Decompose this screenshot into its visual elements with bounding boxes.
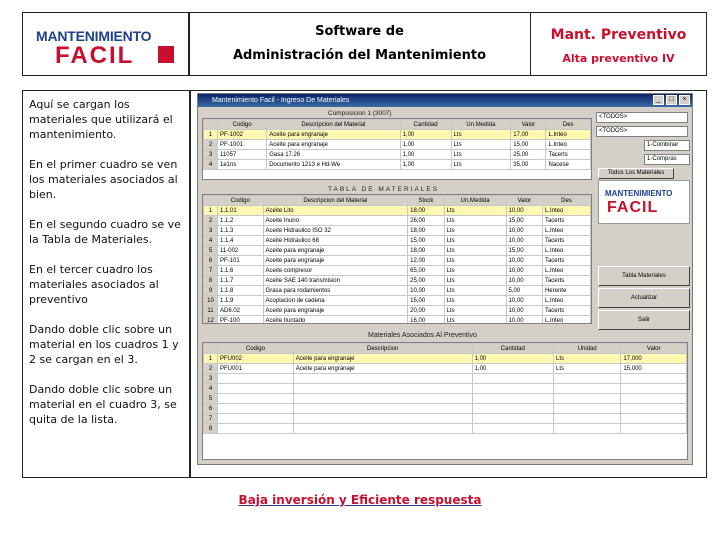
minimize-button[interactable]: _ (653, 95, 664, 105)
app-window (197, 93, 693, 465)
table-cell[interactable]: 10,00 (506, 226, 542, 236)
row-number: 4 (204, 160, 218, 170)
column-header[interactable]: Cantidad (400, 120, 451, 130)
todos-materiales-button[interactable]: Todos Los Materiales (598, 168, 674, 179)
table-cell[interactable] (218, 374, 294, 384)
table-cell[interactable]: 15,000 (621, 364, 687, 374)
table-cell[interactable]: Aceite Hidraulico ISO 32 (263, 226, 408, 236)
grid-corner (204, 196, 218, 206)
row-number: 7 (204, 266, 218, 276)
table-cell[interactable]: 18,00 (408, 206, 444, 216)
table-cell[interactable]: 15,00 (506, 216, 542, 226)
table-cell[interactable]: L.Inteo (546, 140, 591, 150)
window-titlebar (198, 94, 692, 107)
grid-tabla-materiales[interactable] (202, 194, 592, 324)
table-row[interactable] (204, 306, 591, 316)
table-cell[interactable]: 1,00 (472, 364, 553, 374)
table-row[interactable] (204, 246, 591, 256)
table-cell[interactable] (472, 394, 553, 404)
table-row[interactable] (204, 150, 591, 160)
table-cell[interactable] (621, 374, 687, 384)
table-cell[interactable]: 11057 (218, 150, 267, 160)
table-cell[interactable]: Lts (554, 354, 621, 364)
table-row[interactable] (204, 296, 591, 306)
table-cell[interactable]: Nacese (546, 160, 591, 170)
table-cell[interactable] (218, 394, 294, 404)
table-cell[interactable]: AD6.02 (218, 306, 264, 316)
table-cell[interactable]: Documento 1213 e Hd-We (267, 160, 400, 170)
table-cell[interactable] (621, 424, 687, 434)
table-row[interactable] (204, 130, 591, 140)
row-number: 1 (204, 130, 218, 140)
table-row[interactable] (204, 316, 591, 325)
row-number: 11 (204, 306, 218, 316)
table-row[interactable] (204, 236, 591, 246)
section-subtitle: Alta preventivo IV (562, 52, 675, 65)
table-cell[interactable]: Tacerts (542, 276, 590, 286)
table-cell[interactable]: L.Inteo (542, 266, 590, 276)
table-cell[interactable]: 1.1.6 (218, 266, 264, 276)
column-header[interactable]: Descripcion del Material (267, 120, 400, 130)
table-cell[interactable]: 25,00 (511, 150, 546, 160)
table-cell[interactable]: Lts (451, 150, 511, 160)
table-cell[interactable] (293, 404, 472, 414)
note-1: Aquí se cargan los materiales que utilizará el mantenimiento. (29, 98, 173, 141)
table-cell[interactable]: 1,00 (400, 160, 451, 170)
table-cell[interactable]: 1,00 (400, 130, 451, 140)
table-cell[interactable]: Aceite Lito (263, 206, 408, 216)
table-cell[interactable]: 18,00 (408, 226, 444, 236)
table-row[interactable] (204, 160, 591, 170)
app-logo-bottom: FACIL (607, 199, 659, 216)
row-number: 2 (204, 140, 218, 150)
table-cell[interactable]: L.Inteo (542, 316, 590, 325)
table-row[interactable] (204, 206, 591, 216)
table-cell[interactable]: Aceite compresor (263, 266, 408, 276)
close-button[interactable]: × (679, 95, 690, 105)
table-cell[interactable]: L.Inteo (542, 246, 590, 256)
table-cell[interactable]: Aceite para engranaje (267, 140, 400, 150)
table-cell[interactable]: 1.1.4 (218, 236, 264, 246)
table-cell[interactable]: 16,00 (408, 316, 444, 325)
column-header[interactable]: Des (542, 196, 590, 206)
table-cell[interactable]: Aceite Inuno (263, 216, 408, 226)
table-cell[interactable]: Herente (542, 286, 590, 296)
table-cell[interactable]: 1.1.9 (218, 296, 264, 306)
table-row[interactable] (204, 140, 591, 150)
column-header[interactable]: Valor (621, 344, 687, 354)
table-cell[interactable]: 65,00 (408, 266, 444, 276)
table-cell[interactable] (218, 404, 294, 414)
table-cell[interactable]: 10,00 (506, 236, 542, 246)
note-5: Dando doble clic sobre un material en los cuadros 1 y 2 se cargan en el 3. (29, 323, 179, 366)
table-cell[interactable]: Tacerts (542, 256, 590, 266)
grid-corner (204, 344, 218, 354)
table-cell[interactable]: 15,00 (506, 246, 542, 256)
table-cell[interactable]: 15,00 (511, 140, 546, 150)
table-cell[interactable]: Lts (444, 266, 506, 276)
table-row[interactable] (204, 216, 591, 226)
app-logo (598, 180, 690, 224)
section-panel (530, 12, 707, 76)
table-cell[interactable] (554, 394, 621, 404)
row-number: 6 (204, 404, 218, 414)
actualizar-button[interactable]: Actualizar (598, 288, 690, 308)
table-cell[interactable]: L.Inteo (542, 206, 590, 216)
table-cell[interactable]: Tacerts (546, 150, 591, 160)
table-cell[interactable]: Lts (444, 246, 506, 256)
table-cell[interactable]: PF-1001 (218, 140, 267, 150)
column-header[interactable]: Cantidad (472, 344, 553, 354)
table-cell[interactable]: Aceite para engranaje (263, 246, 408, 256)
table-cell[interactable]: PFU001 (218, 364, 294, 374)
filter-1-select[interactable]: <TODOS> (596, 112, 688, 123)
row-number: 6 (204, 256, 218, 266)
column-header[interactable]: Codigo (218, 120, 267, 130)
table-cell[interactable]: Aceite para engranaje (263, 306, 408, 316)
table-cell[interactable]: PF-100 (218, 316, 264, 325)
table-cell[interactable]: 35,00 (511, 160, 546, 170)
table-cell[interactable]: Lts (444, 296, 506, 306)
row-number: 3 (204, 374, 218, 384)
table-row[interactable] (204, 226, 591, 236)
filter-4-select[interactable]: 1-Compras (644, 154, 690, 165)
row-number: 5 (204, 394, 218, 404)
table-cell[interactable] (218, 384, 294, 394)
table-cell[interactable]: Lts (444, 206, 506, 216)
table-cell[interactable]: 1,00 (472, 354, 553, 364)
table-cell[interactable]: Lts (444, 316, 506, 325)
table-row[interactable] (204, 384, 687, 394)
column-header[interactable]: Valor (511, 120, 546, 130)
table-cell[interactable]: 1,00 (400, 140, 451, 150)
notes-panel (22, 90, 190, 478)
table-cell[interactable]: 18,00 (408, 246, 444, 256)
table-cell[interactable]: Aceite para engranaje (293, 364, 472, 374)
note-3: En el segundo cuadro se ve la Tabla de Materiales. (29, 218, 181, 246)
section-title: Mant. Preventivo (550, 27, 687, 43)
table-cell[interactable] (218, 414, 294, 424)
table-cell[interactable] (554, 414, 621, 424)
table-cell[interactable]: Lts (444, 276, 506, 286)
logo-text-top: MANTENIMIENTO (36, 28, 152, 44)
table-cell[interactable]: Aceite para engranaje (263, 256, 408, 266)
filter-3-select[interactable]: 1-Combinar (644, 140, 690, 151)
table-cell[interactable]: 15,00 (408, 236, 444, 246)
app-logo-top: MANTENIMIENTO (605, 189, 673, 198)
row-number: 2 (204, 216, 218, 226)
table-cell[interactable] (472, 414, 553, 424)
row-number: 2 (204, 364, 218, 374)
table-cell[interactable]: 10,00 (506, 306, 542, 316)
note-4: En el tercer cuadro los materiales asociados al preventivo (29, 263, 159, 306)
table-row[interactable] (204, 394, 687, 404)
table-cell[interactable] (554, 404, 621, 414)
column-header[interactable]: Un.Medida (444, 196, 506, 206)
table-cell[interactable] (554, 384, 621, 394)
grid2-caption: TABLA DE MATERIALES (328, 186, 440, 193)
table-cell[interactable]: 1.1.3 (218, 226, 264, 236)
table-cell[interactable]: Lts (444, 226, 506, 236)
table-cell[interactable] (293, 414, 472, 424)
table-cell[interactable]: PF-1002 (218, 130, 267, 140)
table-cell[interactable]: Aceite Hidraulico 68 (263, 236, 408, 246)
column-header[interactable]: Unidad (554, 344, 621, 354)
column-header[interactable]: Codigo (218, 344, 294, 354)
table-cell[interactable]: Lts (451, 160, 511, 170)
table-cell[interactable]: 20,00 (408, 306, 444, 316)
table-cell[interactable]: 26,00 (408, 216, 444, 226)
table-row[interactable] (204, 266, 591, 276)
table-cell[interactable]: 1.1.01 (218, 206, 264, 216)
table-cell[interactable] (621, 384, 687, 394)
table-cell[interactable]: 5,00 (506, 286, 542, 296)
note-2: En el primer cuadro se ven los materiales asociados al bien. (29, 158, 178, 201)
app-screenshot-panel (190, 90, 707, 478)
table-cell[interactable]: 1.1.2 (218, 216, 264, 226)
table-row[interactable] (204, 414, 687, 424)
row-number: 12 (204, 316, 218, 325)
row-number: 7 (204, 414, 218, 424)
column-header[interactable]: Valor (506, 196, 542, 206)
note-6: Dando doble clic sobre un material en el cuadro 3, se quita de la lista. (29, 383, 177, 426)
table-cell[interactable]: 1.1.7 (218, 276, 264, 286)
table-cell[interactable]: Lts (554, 364, 621, 374)
table-cell[interactable]: 10,00 (506, 206, 542, 216)
table-row[interactable] (204, 276, 591, 286)
table-row[interactable] (204, 354, 687, 364)
table-cell[interactable]: Gasa 17.26 (267, 150, 400, 160)
table-cell[interactable]: 17,00 (511, 130, 546, 140)
grid3-caption: Materiales Asociados Al Preventivo (368, 332, 477, 339)
window-title: Mantenimiento Facil - Ingreso De Materiales (212, 97, 350, 104)
table-cell[interactable]: 1,00 (400, 150, 451, 160)
table-cell[interactable]: Aceite Iluntado (263, 316, 408, 325)
column-header[interactable]: Descripcion (293, 344, 472, 354)
table-cell[interactable] (218, 424, 294, 434)
table-cell[interactable] (293, 384, 472, 394)
table-cell[interactable]: Acoplacion de cadena (263, 296, 408, 306)
table-cell[interactable]: Lts (451, 140, 511, 150)
table-cell[interactable]: Lts (444, 256, 506, 266)
table-cell[interactable]: 1e1ns (218, 160, 267, 170)
logo-mark-icon (158, 46, 174, 63)
table-cell[interactable]: 25,00 (408, 276, 444, 286)
table-cell[interactable] (472, 374, 553, 384)
column-header[interactable]: Un.Medida (451, 120, 511, 130)
grid1-caption: Composicion 1 (3007) (328, 110, 392, 117)
title-line-2: Administración del Mantenimiento (232, 48, 487, 63)
filter-2-select[interactable]: <TODOS> (596, 126, 688, 137)
row-number: 1 (204, 354, 218, 364)
table-cell[interactable]: Tacerts (542, 236, 590, 246)
footer-slogan: Baja inversión y Eficiente respuesta (238, 493, 482, 507)
logo-text-bottom: FACIL (55, 42, 135, 69)
grid-composicion[interactable] (202, 118, 592, 180)
row-number: 8 (204, 276, 218, 286)
table-cell[interactable]: Tacerts (542, 216, 590, 226)
table-cell[interactable]: 17,000 (621, 354, 687, 364)
salir-button[interactable]: Salir (598, 310, 690, 330)
table-cell[interactable] (293, 374, 472, 384)
table-cell[interactable] (554, 374, 621, 384)
table-cell[interactable] (293, 394, 472, 404)
table-cell[interactable] (293, 424, 472, 434)
tabla-materiales-button[interactable]: Tabla Materiales (598, 266, 690, 286)
table-cell[interactable]: PF-101 (218, 256, 264, 266)
table-cell[interactable] (472, 404, 553, 414)
table-cell[interactable]: Lts (444, 236, 506, 246)
row-number: 3 (204, 226, 218, 236)
table-cell[interactable] (621, 404, 687, 414)
table-cell[interactable]: 11-002 (218, 246, 264, 256)
grid-materiales-preventivo[interactable] (202, 342, 688, 460)
column-header[interactable]: Stock (408, 196, 444, 206)
column-header[interactable]: Codigo (218, 196, 264, 206)
row-number: 8 (204, 424, 218, 434)
grid-corner (204, 120, 218, 130)
table-row[interactable] (204, 364, 687, 374)
row-number: 1 (204, 206, 218, 216)
row-number: 4 (204, 236, 218, 246)
table-cell[interactable] (472, 384, 553, 394)
table-cell[interactable]: Lts (444, 306, 506, 316)
row-number: 4 (204, 384, 218, 394)
column-header[interactable]: Descripcion del Material (263, 196, 408, 206)
table-cell[interactable]: Grasa para rodamientos (263, 286, 408, 296)
table-cell[interactable]: L.Inteo (546, 130, 591, 140)
table-row[interactable] (204, 286, 591, 296)
table-cell[interactable]: Aceite para engranaje (267, 130, 400, 140)
table-cell[interactable]: 12,00 (408, 256, 444, 266)
row-number: 10 (204, 296, 218, 306)
table-cell[interactable]: PFU002 (218, 354, 294, 364)
table-cell[interactable]: 10,00 (506, 256, 542, 266)
table-cell[interactable] (554, 424, 621, 434)
table-cell[interactable]: 10,00 (408, 286, 444, 296)
row-number: 9 (204, 286, 218, 296)
table-cell[interactable]: Aceite para engranaje (293, 354, 472, 364)
table-cell[interactable]: Aceite SAE 140 transmision (263, 276, 408, 286)
table-row[interactable] (204, 374, 687, 384)
table-row[interactable] (204, 256, 591, 266)
table-cell[interactable]: L.Inteo (542, 296, 590, 306)
column-header[interactable]: Des (546, 120, 591, 130)
table-cell[interactable] (621, 414, 687, 424)
table-cell[interactable]: Lts (444, 286, 506, 296)
table-cell[interactable] (472, 424, 553, 434)
table-cell[interactable] (621, 394, 687, 404)
table-cell[interactable]: 10,00 (506, 276, 542, 286)
table-cell[interactable]: 10,00 (506, 266, 542, 276)
table-row[interactable] (204, 424, 687, 434)
table-cell[interactable]: 10,00 (506, 296, 542, 306)
maximize-button[interactable]: □ (666, 95, 677, 105)
title-line-1: Software de (315, 24, 404, 39)
table-cell[interactable]: Lts (451, 130, 511, 140)
table-cell[interactable]: 15,00 (408, 296, 444, 306)
row-number: 3 (204, 150, 218, 160)
table-row[interactable] (204, 404, 687, 414)
table-cell[interactable]: Lts (444, 216, 506, 226)
table-cell[interactable]: 10,00 (506, 316, 542, 325)
row-number: 5 (204, 246, 218, 256)
title-panel (188, 12, 531, 76)
table-cell[interactable]: L.Inteo (542, 226, 590, 236)
table-cell[interactable]: Tacerts (542, 306, 590, 316)
table-cell[interactable]: 1.1.8 (218, 286, 264, 296)
